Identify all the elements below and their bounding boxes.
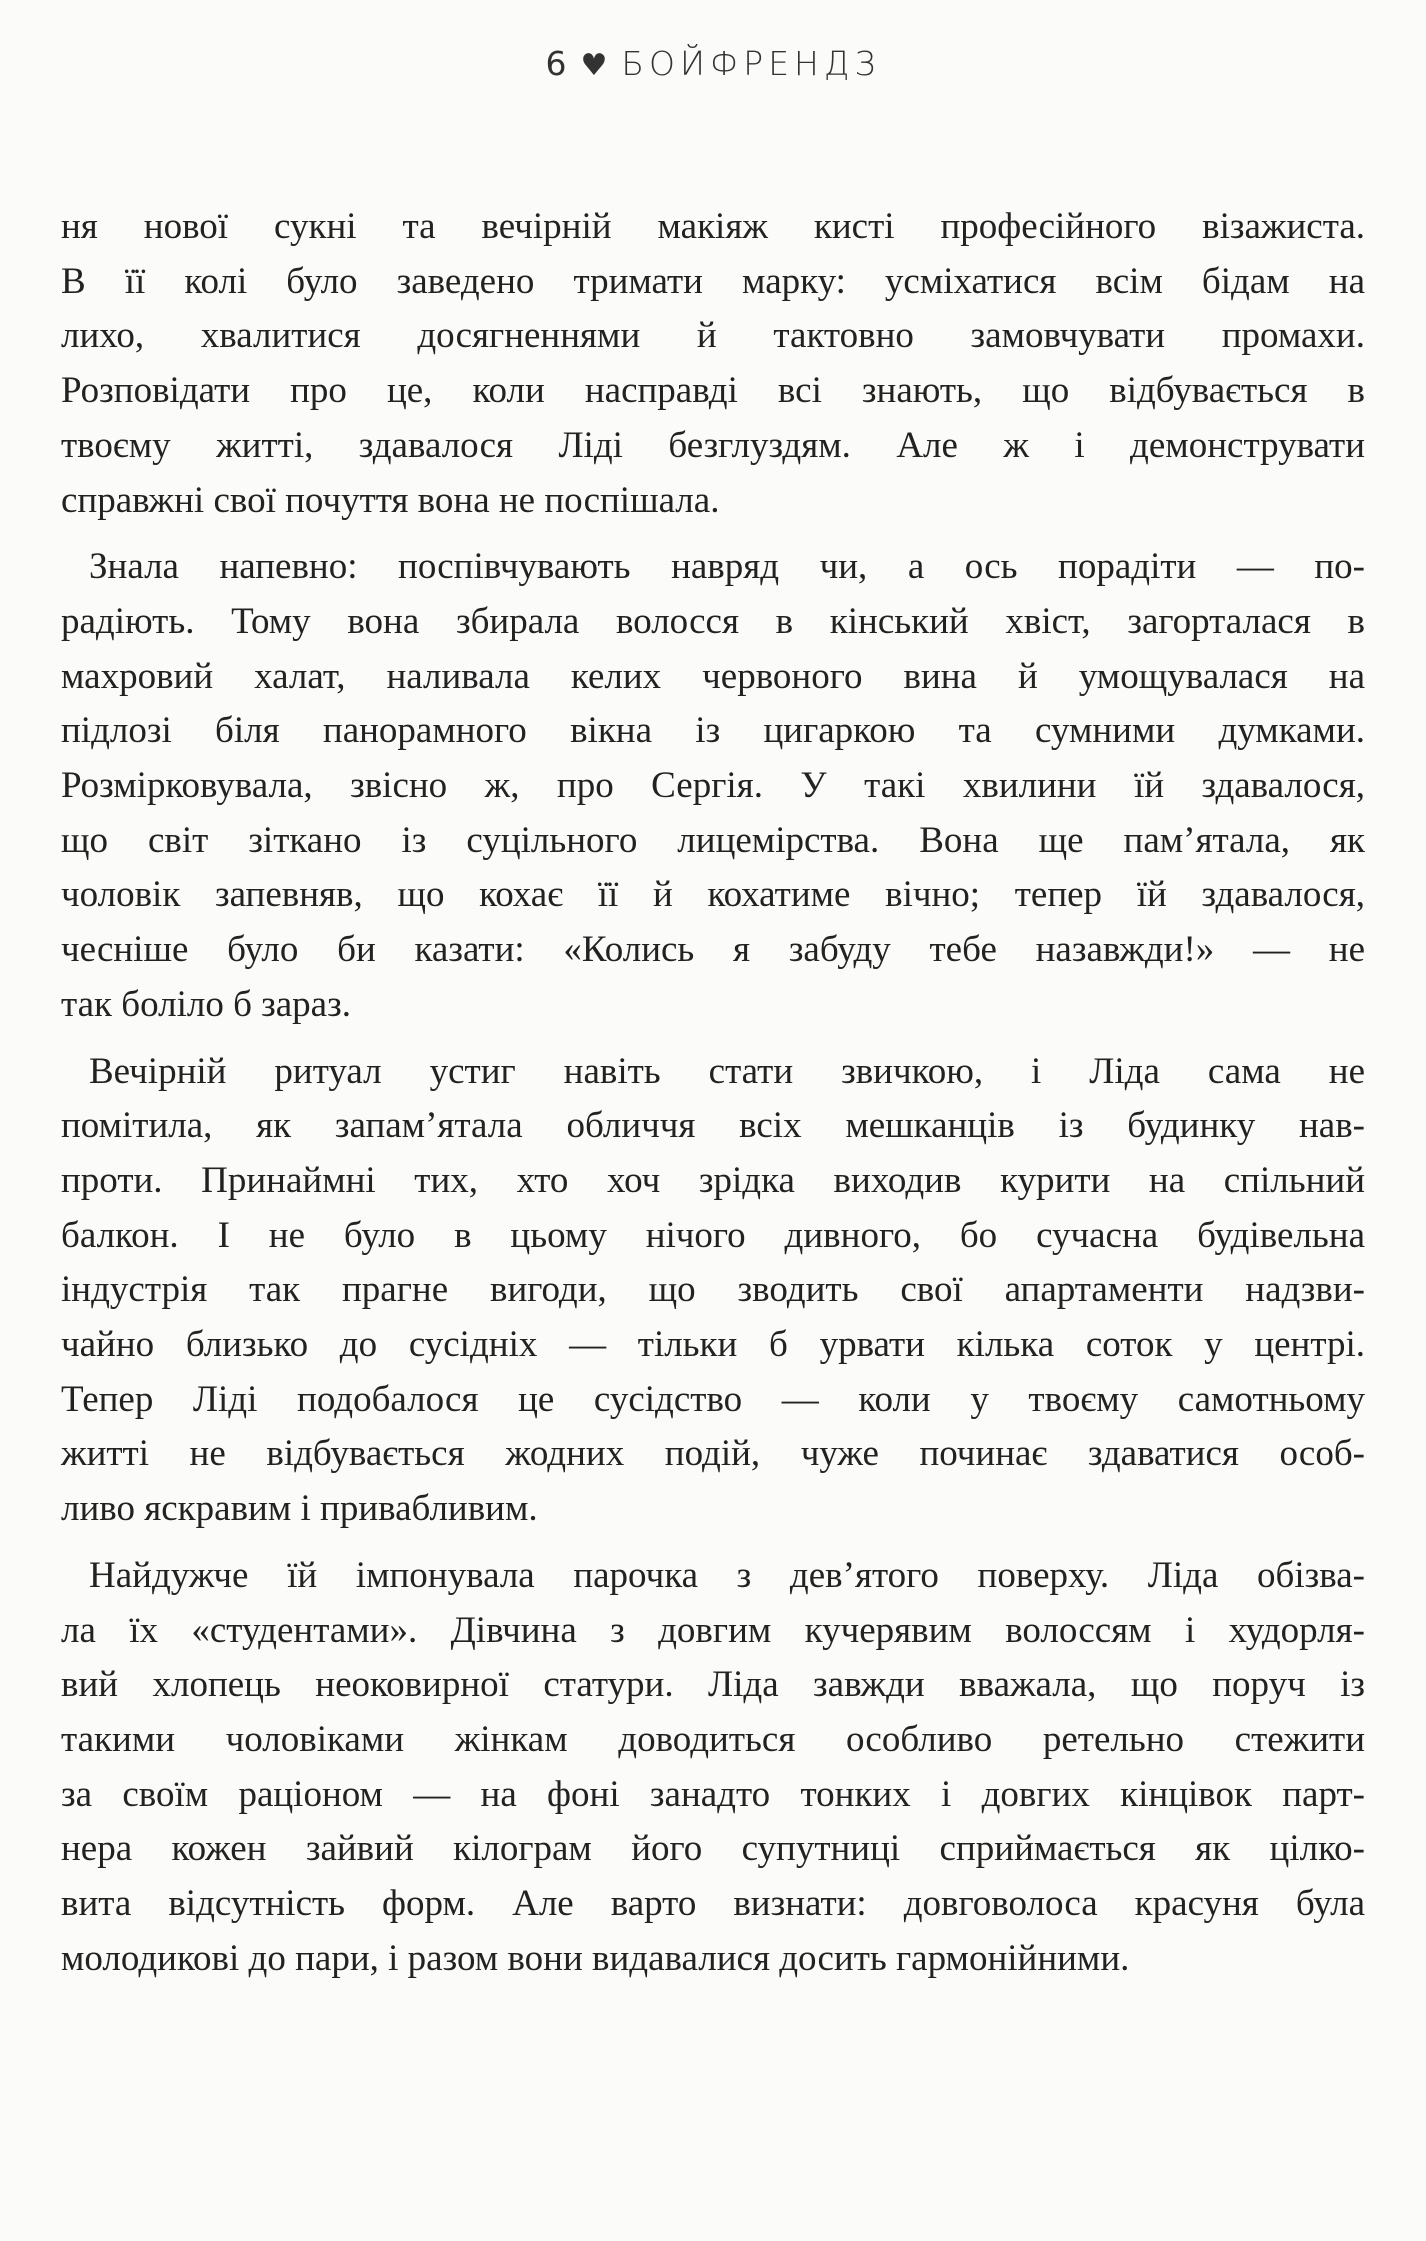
text-line: такими чоловіками жінкам доводиться особливо ретельно стежити: [61, 1718, 1365, 1760]
text-line: В її колі було заведено тримати марку: усміхатися всім бідам на: [61, 260, 1365, 302]
text-line: радіють. Тому вона збирала волосся в кінський хвіст, загорталася в: [61, 600, 1365, 642]
text-line: Найдужче їй імпонувала парочка з дев’ятого поверху. Ліда обізва-: [89, 1554, 1365, 1596]
running-head: [0, 44, 1426, 83]
text-line: чесніше було би казати: «Колись я забуду тебе назавжди!» — не: [61, 929, 1365, 971]
text-line: Розповідати про це, коли насправді всі знають, що відбувається в: [61, 370, 1365, 412]
page-number: 6: [545, 44, 571, 83]
body-text: [61, 200, 1365, 1987]
text-line: ливо яскравим і привабливим.: [61, 1488, 538, 1530]
paragraph-2: [61, 540, 1365, 1032]
text-line: справжні свої почуття вона не поспішала.: [61, 479, 720, 521]
text-line: Тепер Ліді подобалося це сусідство — коли у твоєму самотньому: [61, 1378, 1365, 1420]
paragraph-3: [61, 1045, 1365, 1537]
text-line: помітила, як запам’ятала обличчя всіх мешканців із будинку нав-: [61, 1105, 1365, 1147]
text-line: Розмірковувала, звісно ж, про Сергія. У такі хвилини їй здавалося,: [61, 765, 1365, 807]
text-line: так боліло б зараз.: [61, 983, 351, 1025]
text-line: що світ зіткано із суцільного лицемірства. Вона ще пам’ятала, як: [61, 819, 1365, 861]
heart-icon: ♥: [580, 48, 612, 83]
text-line: Вечірній ритуал устиг навіть стати звичкою, і Ліда сама не: [89, 1050, 1365, 1092]
text-line: нера кожен зайвий кілограм його супутниці сприймається як цілко-: [61, 1828, 1365, 1870]
text-line: махровий халат, наливала келих червоного вина й умощувалася на: [61, 655, 1365, 697]
text-line: молодикові до пари, і разом вони видавалися досить гармонійними.: [61, 1937, 1130, 1979]
text-line: балкон. І не було в цьому нічого дивного, бо сучасна будівельна: [61, 1214, 1365, 1256]
book-title: БОЙФРЕНДЗ: [621, 44, 881, 83]
text-line: підлозі біля панорамного вікна із цигаркою та сумними думками.: [61, 710, 1365, 752]
paragraph-4: [61, 1549, 1365, 1987]
text-line: чоловік запевняв, що кохає її й кохатиме вічно; тепер їй здавалося,: [61, 874, 1365, 916]
text-line: ла їх «студентами». Дівчина з довгим кучерявим волоссям і худорля-: [61, 1609, 1365, 1651]
paragraph-1: [61, 200, 1365, 528]
text-line: лихо, хвалитися досягненнями й тактовно замовчувати промахи.: [61, 315, 1365, 357]
text-line: чайно близько до сусідніх — тільки б урвати кілька соток у центрі.: [61, 1324, 1365, 1366]
text-line: вий хлопець неоковирної статури. Ліда завжди вважала, що поруч із: [61, 1664, 1365, 1706]
text-line: за своїм раціоном — на фоні занадто тонких і довгих кінцівок парт-: [61, 1773, 1365, 1815]
text-line: житті не відбувається жодних подій, чуже починає здаватися особ-: [61, 1433, 1365, 1475]
text-line: індустрія так прагне вигоди, що зводить свої апартаменти надзви-: [61, 1269, 1365, 1311]
text-line: проти. Принаймні тих, хто хоч зрідка виходив курити на спільний: [61, 1159, 1365, 1201]
text-line: ня нової сукні та вечірній макіяж кисті професійного візажиста.: [61, 206, 1365, 247]
text-line: Знала напевно: поспівчувають навряд чи, а ось порадіти — по-: [89, 546, 1365, 588]
text-line: твоєму житті, здавалося Ліді безглуздям. Але ж і демонструвати: [61, 424, 1365, 466]
text-line: вита відсутність форм. Але варто визнати: довговолоса красуня була: [61, 1883, 1365, 1925]
